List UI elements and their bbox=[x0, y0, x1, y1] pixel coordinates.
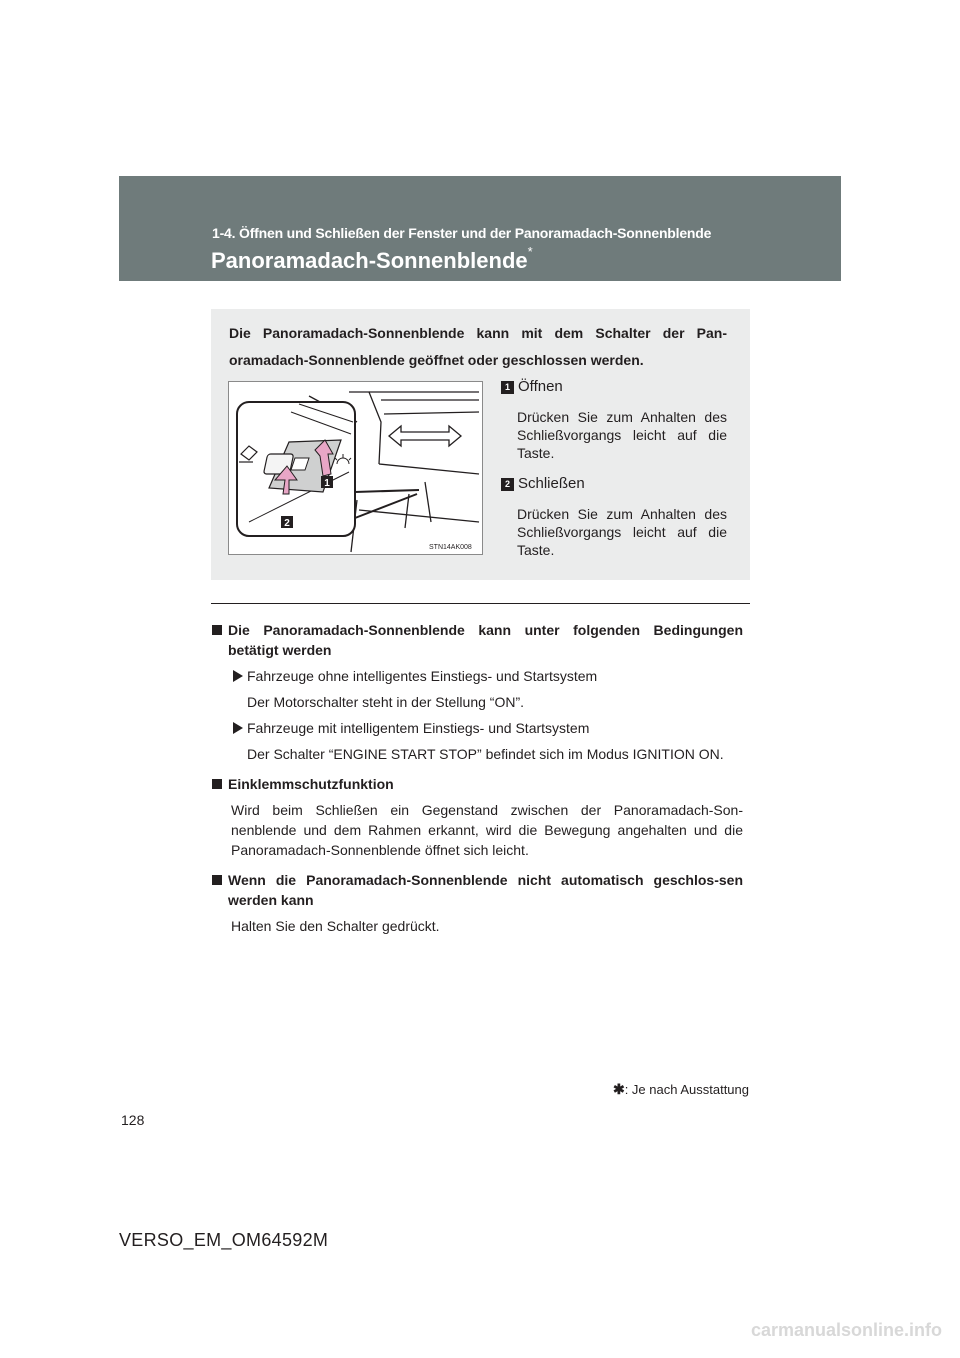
divider bbox=[211, 603, 750, 604]
step-label: Schließen bbox=[518, 475, 585, 492]
step-open-description: Drücken Sie zum Anhalten des Schließvorgangs leicht auf die Taste. bbox=[517, 409, 727, 461]
note-heading bbox=[212, 774, 743, 794]
figure-callout-1: 1 bbox=[324, 478, 330, 489]
slide-arrow-icon bbox=[389, 426, 461, 446]
step-open bbox=[501, 378, 563, 395]
square-bullet-icon bbox=[212, 875, 222, 885]
intro-text: Die Panoramadach-Sonnenblende kann mit dem Schalter der Pan-oramadach-Sonnenblende geöffnet oder geschlossen werden. bbox=[229, 325, 727, 368]
subitem-label: Fahrzeuge ohne intelligentes Einstiegs- und Startsystem bbox=[247, 668, 598, 684]
triangle-bullet-icon bbox=[233, 670, 243, 682]
figure-callout-2: 2 bbox=[284, 518, 290, 529]
note-heading bbox=[212, 620, 743, 660]
subitem-text: Der Schalter “ENGINE START STOP” befindet sich im Modus IGNITION ON. bbox=[247, 746, 724, 762]
title-asterisk: * bbox=[527, 244, 533, 259]
watermark: carmanualsonline.info bbox=[750, 1320, 942, 1340]
note-text: Halten Sie den Schalter gedrückt. bbox=[231, 918, 440, 934]
asterisk-icon: ✱ bbox=[612, 1081, 625, 1097]
figure-code: STN14AK008 bbox=[429, 544, 472, 551]
subitem-text: Der Motorschalter steht in der Stellung “ON”. bbox=[247, 694, 524, 710]
note-subitem bbox=[212, 666, 743, 686]
step-label: Öffnen bbox=[518, 378, 563, 395]
page-title bbox=[211, 244, 533, 274]
subitem-label: Fahrzeuge mit intelligentem Einstiegs- und Startsystem bbox=[247, 720, 590, 736]
footnote bbox=[613, 1081, 749, 1098]
step-close bbox=[501, 475, 585, 492]
note-heading-text: Einklemmschutzfunktion bbox=[228, 776, 394, 792]
square-bullet-icon bbox=[212, 779, 222, 789]
section-title: 1-4. Öffnen und Schließen der Fenster und der Panoramadach-Sonnenblende bbox=[212, 225, 712, 241]
step-close-description: Drücken Sie zum Anhalten des Schließvorgangs leicht auf die Taste. bbox=[517, 506, 727, 558]
note-subitem bbox=[212, 718, 743, 738]
note-heading bbox=[212, 870, 743, 910]
page-number: 128 bbox=[121, 1112, 145, 1128]
notes-section bbox=[212, 620, 743, 936]
step-number-badge: 1 bbox=[501, 381, 514, 394]
document-id: VERSO_EM_OM64592M bbox=[119, 1230, 329, 1250]
footnote-text: : Je nach Ausstattung bbox=[624, 1082, 749, 1097]
page-title-text: Panoramadach-Sonnenblende bbox=[211, 248, 528, 273]
note-heading-text: Wenn die Panoramadach-Sonnenblende nicht automatisch geschlos-sen werden kann bbox=[228, 872, 743, 908]
note-text: Wird beim Schließen ein Gegenstand zwischen der Panoramadach-Son-nenblende und dem Rahmen erkannt, wird die Bewegung angehalten und die Panoramadach-Sonnenblende öffnet sich leicht. bbox=[231, 802, 743, 858]
square-bullet-icon bbox=[212, 625, 222, 635]
sunshade-switch-illustration bbox=[228, 381, 483, 555]
step-number-badge: 2 bbox=[501, 478, 514, 491]
note-heading-text: Die Panoramadach-Sonnenblende kann unter folgenden Bedingungen betätigt werden bbox=[228, 622, 743, 658]
triangle-bullet-icon bbox=[233, 722, 243, 734]
